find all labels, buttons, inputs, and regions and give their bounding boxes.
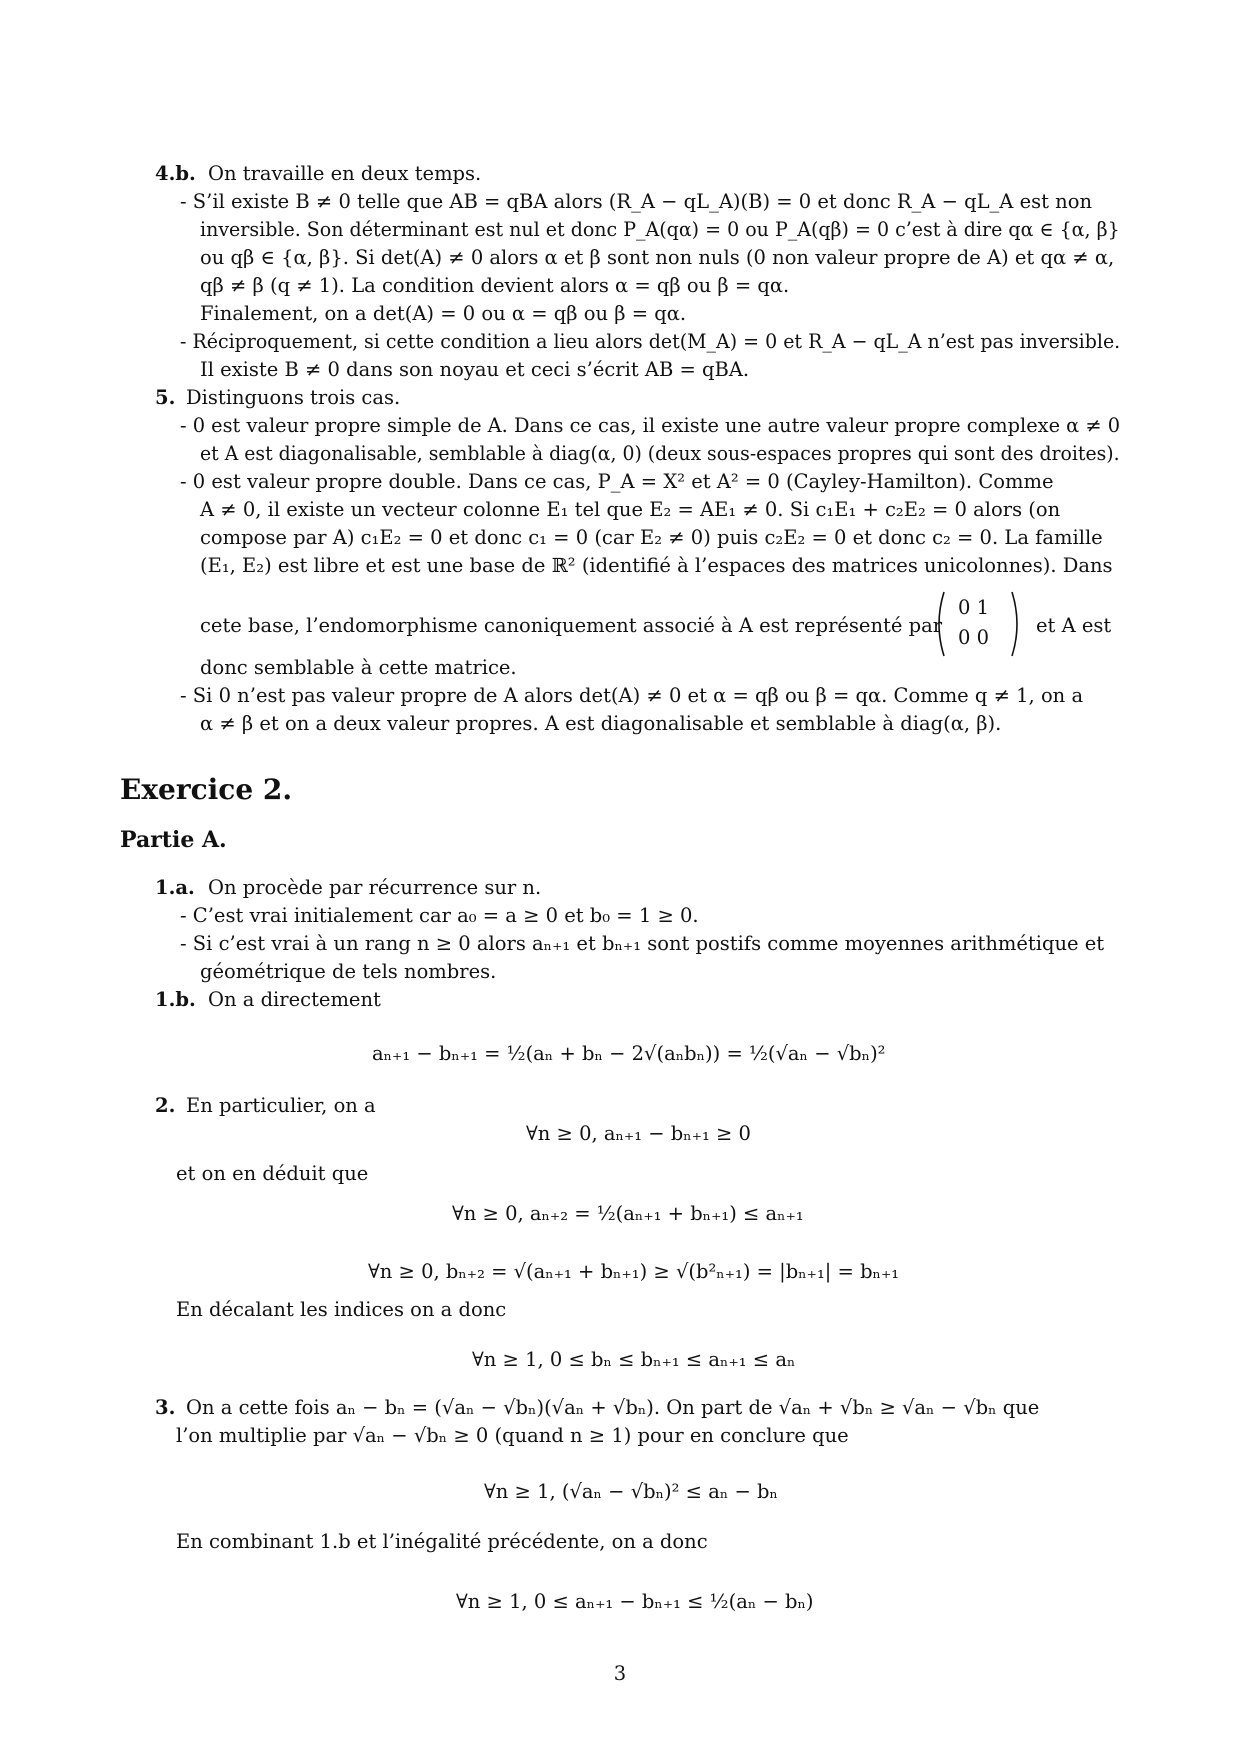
text-line: A ≠ 0, il existe un vecteur colonne E₁ tel que E₂ = AE₁ ≠ 0. Si c₁E₁ + c₂E₂ = 0 alors (on: [200, 498, 1061, 521]
text-line: donc semblable à cette matrice.: [200, 656, 517, 679]
text-line: et on en déduit que: [176, 1162, 369, 1185]
matrix-row-1: 0 1: [958, 596, 990, 619]
text-line: En combinant 1.b et l’inégalité précédente, on a donc: [176, 1530, 708, 1553]
item-label-1a: 1.a.: [155, 876, 195, 899]
matrix-row-2: 0 0: [958, 626, 990, 649]
text-line: Finalement, on a det(A) = 0 ou α = qβ ou β = qα.: [200, 302, 687, 325]
display-equation: ∀n ≥ 0, aₙ₊₂ = ½(aₙ₊₁ + bₙ₊₁) ≤ aₙ₊₁: [452, 1202, 804, 1225]
text-line: ou qβ ∈ {α, β}. Si det(A) ≠ 0 alors α et β sont non nuls (0 non valeur propre de A) et qα ≠ α,: [200, 246, 1115, 269]
text-line: On procède par récurrence sur n.: [208, 876, 542, 899]
text-line: cete base, l’endomorphisme canoniquement associé à A est représenté par: [200, 614, 943, 637]
text-line: l’on multiplie par √aₙ − √bₙ ≥ 0 (quand n ≥ 1) pour en conclure que: [176, 1424, 849, 1447]
text-line: compose par A) c₁E₂ = 0 et donc c₁ = 0 (car E₂ ≠ 0) puis c₂E₂ = 0 et donc c₂ = 0. La famille: [200, 526, 1103, 549]
text-line: - Réciproquement, si cette condition a lieu alors det(M_A) = 0 et R_A − qL_A n’est pas inversible.: [180, 330, 1121, 353]
text-line: géométrique de tels nombres.: [200, 960, 497, 983]
text-line: (E₁, E₂) est libre et est une base de ℝ² (identifié à l’espaces des matrices unicolonnes). Dans: [200, 554, 1113, 577]
section-heading: Exercice 2.: [120, 773, 293, 806]
display-equation: ∀n ≥ 0, bₙ₊₂ = √(aₙ₊₁ + bₙ₊₁) ≥ √(b²ₙ₊₁) = |bₙ₊₁| = bₙ₊₁: [368, 1260, 900, 1283]
item-label-3: 3.: [155, 1396, 176, 1419]
text-line: - 0 est valeur propre double. Dans ce cas, P_A = X² et A² = 0 (Cayley-Hamilton). Comme: [180, 470, 1054, 493]
text-line: qβ ≠ β (q ≠ 1). La condition devient alors α = qβ ou β = qα.: [200, 274, 790, 297]
text-line: On travaille en deux temps.: [208, 162, 482, 185]
item-label-4b: 4.b.: [155, 162, 196, 185]
display-equation: aₙ₊₁ − bₙ₊₁ = ½(aₙ + bₙ − 2√(aₙbₙ)) = ½(√aₙ − √bₙ)²: [372, 1042, 886, 1065]
text-line: - Si c’est vrai à un rang n ≥ 0 alors aₙ₊₁ et bₙ₊₁ sont postifs comme moyennes arithmétique et: [180, 932, 1105, 955]
item-label-5: 5.: [155, 386, 176, 409]
text-line: - S’il existe B ≠ 0 telle que AB = qBA alors (R_A − qL_A)(B) = 0 et donc R_A − qL_A est non: [180, 190, 1093, 213]
display-equation: ∀n ≥ 1, 0 ≤ bₙ ≤ bₙ₊₁ ≤ aₙ₊₁ ≤ aₙ: [472, 1348, 796, 1371]
text-line: En décalant les indices on a donc: [176, 1298, 507, 1321]
text-line: - 0 est valeur propre simple de A. Dans ce cas, il existe une autre valeur propre complexe α ≠ 0: [180, 414, 1121, 437]
display-equation: ∀n ≥ 1, (√aₙ − √bₙ)² ≤ aₙ − bₙ: [484, 1480, 778, 1503]
text-line: - Si 0 n’est pas valeur propre de A alors det(A) ≠ 0 et α = qβ ou β = qα. Comme q ≠ 1, on a: [180, 684, 1084, 707]
text-line: Distinguons trois cas.: [186, 386, 401, 409]
text-line: α ≠ β et on a deux valeur propres. A est diagonalisable et semblable à diag(α, β).: [200, 712, 1002, 735]
subsection-heading: Partie A.: [120, 827, 227, 853]
display-equation: ∀n ≥ 0, aₙ₊₁ − bₙ₊₁ ≥ 0: [526, 1122, 751, 1145]
item-label-1b: 1.b.: [155, 988, 196, 1011]
text-line: On a directement: [208, 988, 381, 1011]
text-line: inversible. Son déterminant est nul et donc P_A(qα) = 0 ou P_A(qβ) = 0 c’est à dire qα ∈ {α, β}: [200, 218, 1120, 241]
text-line: Il existe B ≠ 0 dans son noyau et ceci s’écrit AB = qBA.: [200, 358, 750, 381]
text-line: On a cette fois aₙ − bₙ = (√aₙ − √bₙ)(√aₙ + √bₙ). On part de √aₙ + √bₙ ≥ √aₙ − √bₙ que: [186, 1396, 1040, 1419]
display-equation: ∀n ≥ 1, 0 ≤ aₙ₊₁ − bₙ₊₁ ≤ ½(aₙ − bₙ): [456, 1590, 814, 1613]
text-line: - C’est vrai initialement car a₀ = a ≥ 0 et b₀ = 1 ≥ 0.: [180, 904, 699, 927]
text-line: et A est: [1036, 614, 1112, 637]
text-line: En particulier, on a: [186, 1094, 376, 1117]
page-number: 3: [613, 1662, 627, 1685]
item-label-2: 2.: [155, 1094, 176, 1117]
text-line: et A est diagonalisable, semblable à diag(α, 0) (deux sous-espaces propres qui sont des droites).: [200, 442, 1120, 465]
